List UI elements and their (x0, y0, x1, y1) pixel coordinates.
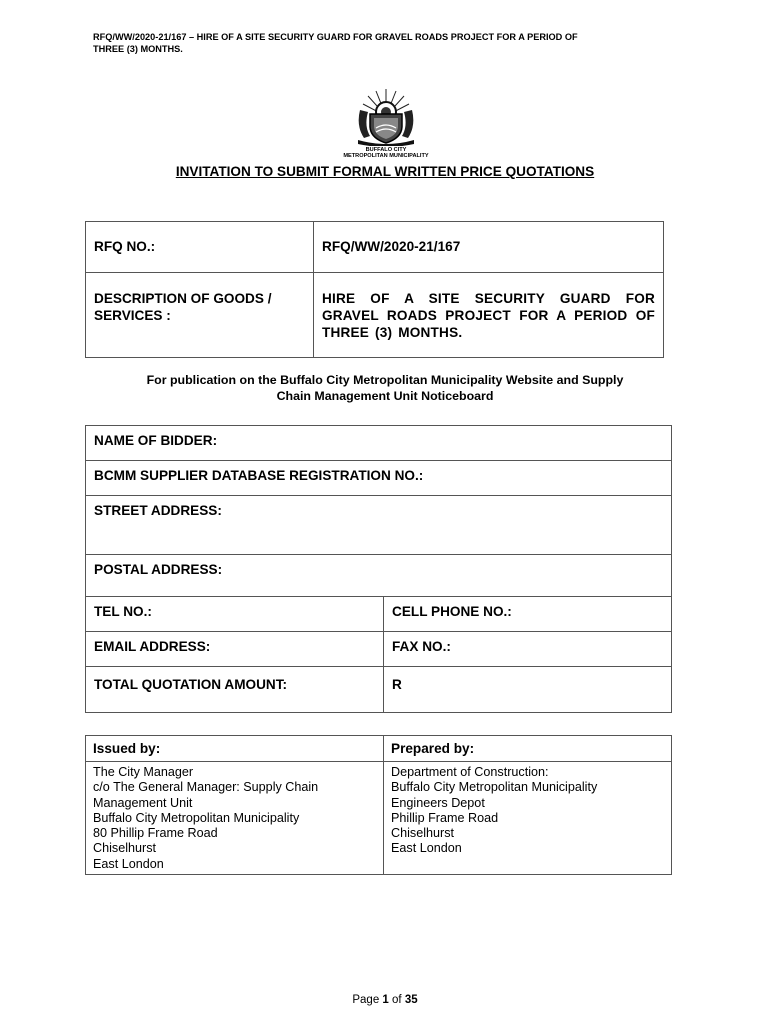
prepared-by-line: Phillip Frame Road (391, 810, 499, 825)
total-quotation-amount-label: TOTAL QUOTATION AMOUNT: (86, 667, 384, 713)
cell-phone-no-field[interactable]: CELL PHONE NO.: (384, 597, 672, 632)
prepared-by-line: Engineers Depot (391, 795, 485, 810)
table-row (86, 762, 672, 875)
publication-note-line-1: For publication on the Buffalo City Metropolitan Municipality Website and Supply (146, 373, 624, 387)
description-value: HIRE OF A SITE SECURITY GUARD FOR GRAVEL ROADS PROJECT FOR A PERIOD OF THREE (3) MONTHS. (314, 273, 664, 358)
issued-by-line: The City Manager (93, 765, 194, 779)
table-row (86, 426, 672, 461)
issued-prepared-table (85, 735, 672, 875)
rfq-details-table (85, 221, 664, 358)
fax-no-field[interactable]: FAX NO.: (384, 632, 672, 667)
issued-by-line: Management Unit (93, 795, 193, 810)
issued-by-line: Buffalo City Metropolitan Municipality (93, 810, 300, 825)
logo-name-line-1: BUFFALO CITY (365, 147, 407, 153)
prepared-by-line: East London (391, 841, 462, 856)
publication-note (100, 372, 670, 404)
issued-by-line: Chiselhurst (93, 841, 156, 856)
issued-by-line: 80 Phillip Frame Road (93, 826, 218, 841)
page-word: Page (352, 994, 380, 1006)
coat-of-arms-icon (340, 86, 432, 146)
running-header-line-2: THREE (3) MONTHS. (93, 44, 183, 54)
rfq-no-label: RFQ NO.: (86, 222, 314, 273)
page-footer (0, 994, 770, 1006)
issued-by-line: East London (93, 856, 164, 871)
total-pages: 35 (404, 994, 418, 1006)
municipality-logo (340, 86, 432, 162)
running-header-line-1: RFQ/WW/2020-21/167 – HIRE OF A SITE SECURITY GUARD FOR GRAVEL ROADS PROJECT FOR A PERIOD OF (93, 32, 578, 42)
bidder-details-form (85, 425, 672, 713)
name-of-bidder-field[interactable]: NAME OF BIDDER: (86, 426, 672, 461)
email-address-field[interactable]: EMAIL ADDRESS: (86, 632, 384, 667)
issued-by-line: c/o The General Manager: Supply Chain (93, 780, 319, 795)
document-title: INVITATION TO SUBMIT FORMAL WRITTEN PRICE QUOTATIONS (175, 164, 595, 179)
description-label: DESCRIPTION OF GOODS / SERVICES : (86, 273, 314, 358)
table-row (86, 273, 664, 358)
postal-address-field[interactable]: POSTAL ADDRESS: (86, 555, 672, 597)
street-address-field[interactable]: STREET ADDRESS: (86, 496, 672, 555)
table-row (86, 496, 672, 555)
issued-by-label: Issued by: (86, 736, 384, 762)
table-row (86, 222, 664, 273)
rfq-no-value: RFQ/WW/2020-21/167 (314, 222, 664, 273)
prepared-by-line: Chiselhurst (391, 826, 454, 841)
of-word: of (392, 994, 402, 1006)
table-row (86, 667, 672, 713)
table-row (86, 597, 672, 632)
issued-by-address (86, 762, 384, 875)
table-row (86, 461, 672, 496)
tel-no-field[interactable]: TEL NO.: (86, 597, 384, 632)
running-header (93, 31, 653, 55)
table-row (86, 736, 672, 762)
prepared-by-line: Buffalo City Metropolitan Municipality (391, 780, 598, 795)
table-row (86, 555, 672, 597)
page-number: 1 (382, 994, 389, 1006)
prepared-by-line: Department of Construction: (391, 765, 549, 779)
prepared-by-address (384, 762, 672, 875)
registration-no-field[interactable]: BCMM SUPPLIER DATABASE REGISTRATION NO.: (86, 461, 672, 496)
logo-name-line-2: METROPOLITAN MUNICIPALITY (343, 153, 429, 159)
table-row (86, 632, 672, 667)
publication-note-line-2: Chain Management Unit Noticeboard (276, 389, 494, 403)
prepared-by-label: Prepared by: (384, 736, 672, 762)
total-quotation-amount-field[interactable]: R (384, 667, 672, 713)
